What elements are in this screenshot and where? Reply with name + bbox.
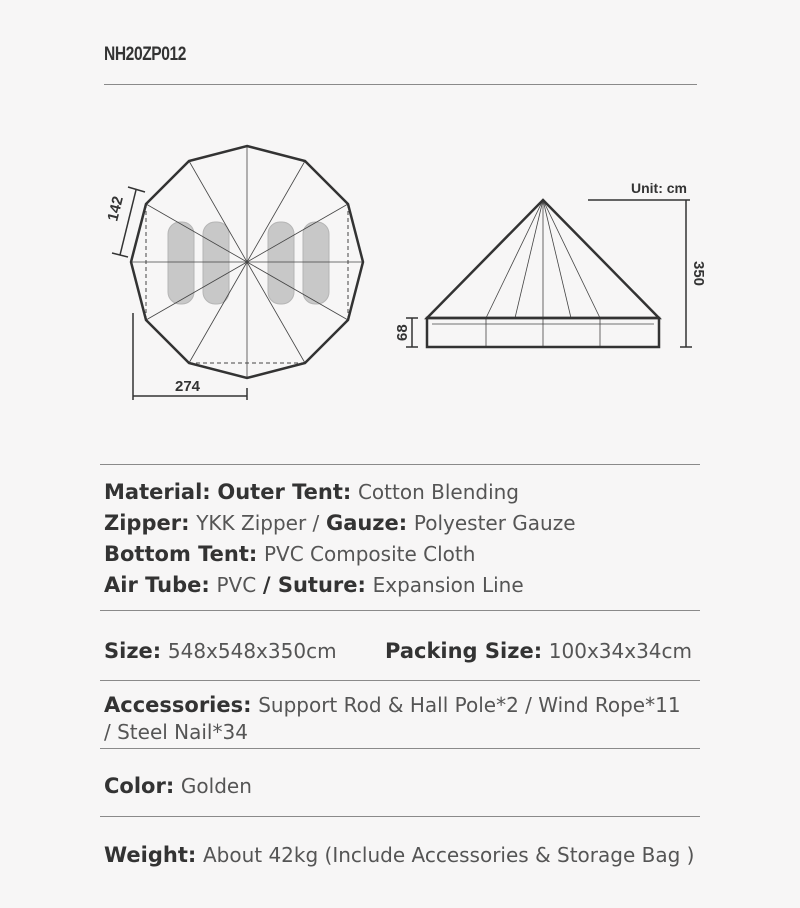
weight-label: Weight: <box>104 843 197 867</box>
suture-value: Expansion Line <box>372 573 524 597</box>
air-tube-label: Air Tube: <box>104 573 210 597</box>
outer-tent-value: Cotton Blending <box>357 480 520 504</box>
size-value: 548x548x350cm <box>167 639 337 663</box>
accessories-row-2 <box>104 718 248 746</box>
divider-weight <box>100 816 700 817</box>
dimension-68: 68 <box>394 324 411 341</box>
divider-size <box>100 610 700 611</box>
gauze-label: Gauze: <box>325 511 408 535</box>
height-dimension <box>588 200 692 347</box>
packing-size-row <box>385 636 692 667</box>
model-number: NH20ZP012 <box>104 44 187 65</box>
weight-value: About 42kg (Include Accessories & Storage Bag ) <box>202 843 695 867</box>
divider-color <box>100 748 700 749</box>
packing-size-value: 100x34x34cm <box>548 639 693 663</box>
weight-row <box>104 840 694 871</box>
color-row <box>104 771 252 802</box>
accessories-value: Support Rod & Hall Pole*2 / Wind Rope*11 <box>258 693 681 717</box>
suture-label: / Suture: <box>262 573 366 597</box>
divider-specs-top <box>100 464 700 465</box>
packing-size-label: Packing Size: <box>385 639 543 663</box>
bottom-tent-value: PVC Composite Cloth <box>263 542 476 566</box>
tent-side-view <box>394 180 707 347</box>
size-label: Size: <box>104 639 162 663</box>
bottom-tent-row <box>104 539 475 570</box>
air-tube-row <box>104 570 524 601</box>
zipper-label: Zipper: <box>104 511 190 535</box>
accessories-row <box>104 690 681 721</box>
material-label: Material: <box>104 480 211 504</box>
color-value: Golden <box>180 774 252 798</box>
color-label: Color: <box>104 774 175 798</box>
dimension-350: 350 <box>690 261 707 287</box>
outer-tent-label: Outer Tent: <box>217 480 352 504</box>
tent-top-view <box>104 146 363 400</box>
unit-label: Unit: cm <box>631 180 687 196</box>
zipper-row <box>104 508 576 539</box>
divider-accessories <box>100 680 700 681</box>
zipper-value: YKK Zipper / <box>196 511 320 535</box>
dimension-142: 142 <box>104 194 127 223</box>
bottom-tent-label: Bottom Tent: <box>104 542 258 566</box>
size-row <box>104 636 337 667</box>
dimension-274: 274 <box>175 378 201 395</box>
air-tube-value: PVC <box>216 573 257 597</box>
top-view-spokes <box>131 146 363 378</box>
accessories-value-2: / Steel Nail*34 <box>104 720 248 744</box>
gauze-value: Polyester Gauze <box>413 511 576 535</box>
side-view-panels <box>432 200 654 347</box>
material-row <box>104 477 519 508</box>
accessories-label: Accessories: <box>104 693 252 717</box>
tent-dimension-diagram <box>0 0 800 440</box>
